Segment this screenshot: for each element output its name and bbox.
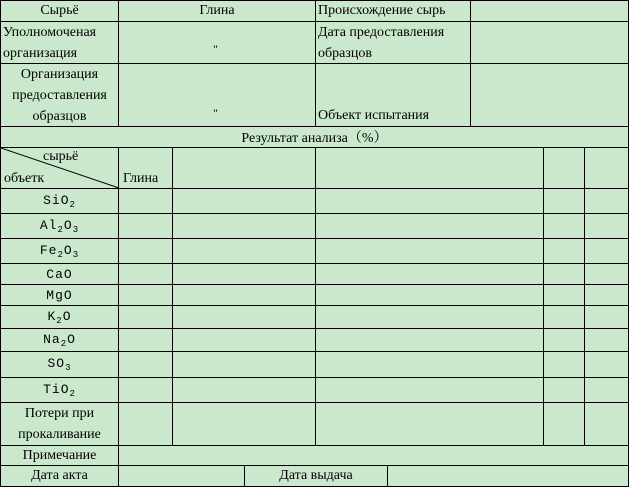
test-object-label xyxy=(316,64,471,127)
result-cell[interactable] xyxy=(544,214,585,239)
results-title xyxy=(0,127,629,148)
result-cell[interactable] xyxy=(173,189,316,214)
result-cell[interactable] xyxy=(173,264,316,285)
formula-subscript: 3 xyxy=(72,224,80,235)
result-cell[interactable] xyxy=(585,306,629,329)
result-cell[interactable] xyxy=(173,306,316,329)
formula-subscript: 2 xyxy=(57,249,64,260)
diagonal-corner-cell xyxy=(0,148,119,189)
loss-cell[interactable] xyxy=(119,403,173,446)
providing-org-mark: " xyxy=(213,106,218,120)
providing-org-value[interactable] xyxy=(119,64,316,127)
compound-label xyxy=(0,239,119,264)
result-cell[interactable] xyxy=(585,189,629,214)
issue-date-value[interactable] xyxy=(388,466,629,487)
result-cell[interactable] xyxy=(585,378,629,403)
formula-subscript: 2 xyxy=(60,338,68,349)
result-cell[interactable] xyxy=(173,239,316,264)
result-cell[interactable] xyxy=(544,285,585,306)
origin-value[interactable] xyxy=(471,0,629,22)
result-cell[interactable] xyxy=(316,214,544,239)
compound-label xyxy=(0,306,119,329)
formula-subscript: 2 xyxy=(69,388,76,399)
formula-text: SO xyxy=(47,356,66,371)
corner-raw-label: сырьё xyxy=(43,149,79,164)
compound-label xyxy=(0,189,119,214)
result-cell[interactable] xyxy=(544,378,585,403)
compound-label xyxy=(0,264,119,285)
raw-material-label-text: Сырьё xyxy=(40,3,79,18)
formula-subscript: 3 xyxy=(65,363,72,373)
result-cell[interactable] xyxy=(316,306,544,329)
result-cell[interactable] xyxy=(544,239,585,264)
loss-cell[interactable] xyxy=(585,403,629,446)
loss-on-ignition-label xyxy=(0,403,119,446)
formula-text: O xyxy=(63,217,73,233)
result-cell[interactable] xyxy=(316,352,544,378)
authorized-org-label xyxy=(0,22,119,64)
compound-formula xyxy=(40,243,79,260)
compound-formula xyxy=(46,288,72,303)
compound-formula xyxy=(43,332,76,349)
formula-subscript: 2 xyxy=(69,199,76,210)
formula-text: K xyxy=(47,308,57,324)
result-cell[interactable] xyxy=(585,214,629,239)
result-cell[interactable] xyxy=(585,264,629,285)
result-cell[interactable] xyxy=(316,189,544,214)
act-date-value[interactable] xyxy=(119,466,245,487)
date-provided-value[interactable] xyxy=(471,22,629,64)
raw-material-value[interactable] xyxy=(119,0,316,22)
compound-label xyxy=(0,378,119,403)
result-cell[interactable] xyxy=(316,285,544,306)
compound-formula xyxy=(43,382,76,399)
test-object-label-text: Объект испытания xyxy=(318,108,430,123)
formula-text: O xyxy=(63,242,73,258)
result-cell[interactable] xyxy=(119,378,173,403)
raw-material-value-text: Глина xyxy=(199,3,235,18)
result-cell[interactable] xyxy=(544,189,585,214)
compound-label xyxy=(0,285,119,306)
formula-subscript: 2 xyxy=(57,224,64,235)
result-cell[interactable] xyxy=(585,352,629,378)
result-cell[interactable] xyxy=(119,285,173,306)
origin-label xyxy=(316,0,471,22)
formula-text: Fe xyxy=(39,242,58,258)
act-date-label xyxy=(0,466,119,487)
issue-date-label-text: Дата выдача xyxy=(279,468,353,483)
origin-label-text: Происхождение сырь xyxy=(318,3,446,18)
note-label-text: Примечание xyxy=(22,447,97,463)
result-cell[interactable] xyxy=(173,329,316,352)
compound-label xyxy=(0,214,119,239)
loss-cell[interactable] xyxy=(544,403,585,446)
formula-text: Al xyxy=(39,217,58,233)
authorized-org-mark: " xyxy=(213,42,218,56)
date-provided-label-text: Дата предоставления образцов xyxy=(318,25,445,61)
column-header-clay-text: Глина xyxy=(123,171,159,186)
result-cell[interactable] xyxy=(585,239,629,264)
result-cell[interactable] xyxy=(585,329,629,352)
compound-formula xyxy=(46,267,72,282)
result-cell[interactable] xyxy=(119,239,173,264)
result-cell[interactable] xyxy=(316,239,544,264)
formula-text: O xyxy=(62,308,72,324)
loss-cell[interactable] xyxy=(173,403,316,446)
loss-on-ignition-text: Потери при прокаливание xyxy=(18,406,101,442)
act-date-label-text: Дата акта xyxy=(31,468,88,483)
formula-text: SiO xyxy=(43,192,70,208)
result-cell[interactable] xyxy=(173,285,316,306)
column-header-clay xyxy=(119,148,173,189)
column-header-4 xyxy=(544,148,585,189)
formula-subscript: 3 xyxy=(72,249,80,260)
providing-org-label-text: Организация предоставления образцов xyxy=(12,67,107,124)
result-cell[interactable] xyxy=(316,329,544,352)
formula-text: TiO xyxy=(43,381,70,397)
compound-label xyxy=(0,329,119,352)
result-cell[interactable] xyxy=(585,285,629,306)
result-cell[interactable] xyxy=(544,306,585,329)
loss-cell[interactable] xyxy=(316,403,544,446)
result-cell[interactable] xyxy=(119,189,173,214)
compound-formula xyxy=(43,193,76,210)
column-header-5 xyxy=(585,148,629,189)
formula-text: CaO xyxy=(46,266,73,282)
result-cell[interactable] xyxy=(173,352,316,378)
test-object-value[interactable] xyxy=(471,64,629,127)
results-title-text: Результат анализа（%） xyxy=(241,131,388,146)
raw-material-label xyxy=(0,0,119,22)
formula-subscript: 2 xyxy=(56,315,63,326)
compound-label xyxy=(0,352,119,378)
corner-object-label: объетк xyxy=(4,171,45,186)
column-header-3 xyxy=(316,148,544,189)
providing-org-label xyxy=(0,64,119,127)
compound-formula xyxy=(47,356,71,373)
result-cell[interactable] xyxy=(119,352,173,378)
authorized-org-label-text: Уполномоченая организация xyxy=(3,25,97,61)
compound-formula xyxy=(40,218,79,235)
issue-date-label xyxy=(245,466,388,487)
result-cell[interactable] xyxy=(316,264,544,285)
result-cell[interactable] xyxy=(544,264,585,285)
note-value[interactable] xyxy=(119,446,629,466)
result-cell[interactable] xyxy=(119,306,173,329)
result-cell[interactable] xyxy=(119,329,173,352)
result-cell[interactable] xyxy=(173,214,316,239)
result-cell[interactable] xyxy=(173,378,316,403)
formula-text: O xyxy=(67,331,76,347)
result-cell[interactable] xyxy=(119,264,173,285)
compound-formula xyxy=(47,309,71,326)
result-cell[interactable] xyxy=(316,378,544,403)
result-cell[interactable] xyxy=(544,352,585,378)
formula-text: Na xyxy=(43,331,61,347)
note-label xyxy=(0,446,119,466)
date-provided-label xyxy=(316,22,471,64)
result-cell[interactable] xyxy=(544,329,585,352)
formula-text: MgO xyxy=(46,287,73,303)
result-cell[interactable] xyxy=(119,214,173,239)
authorized-org-value[interactable] xyxy=(119,22,316,64)
column-header-2 xyxy=(173,148,316,189)
